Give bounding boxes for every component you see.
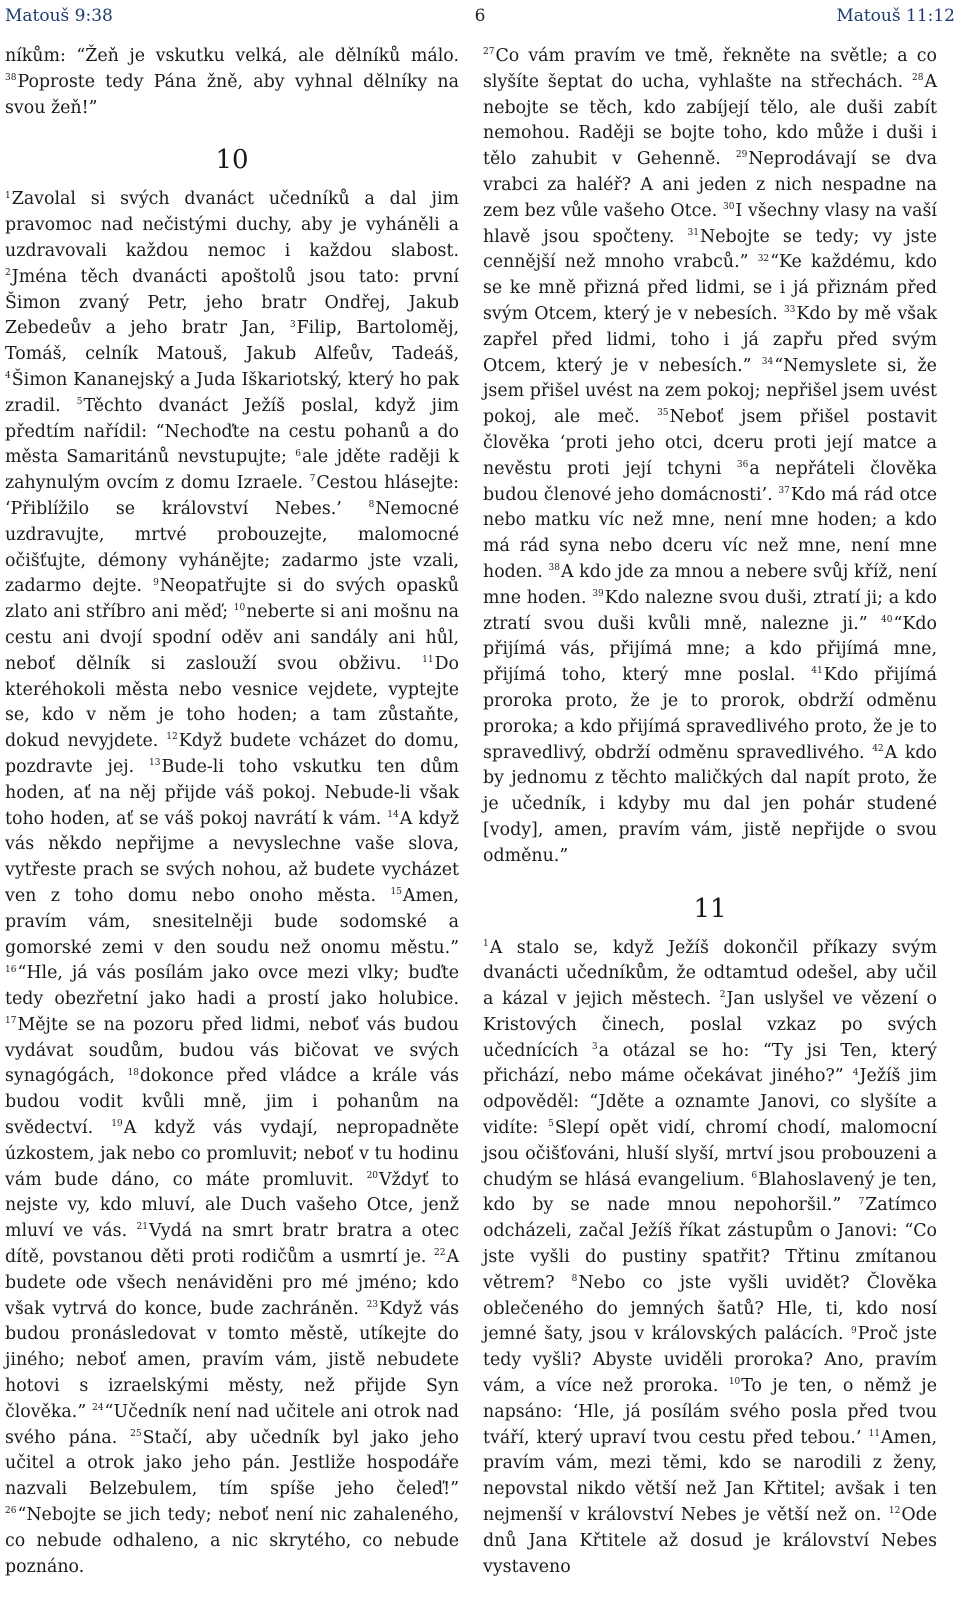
verse-text: neberte si ani mošnu na cestu ani dvojí spodní oděv ani sandály ani hůl, neboť dělník si zaslouží svou obživu. bbox=[5, 602, 460, 674]
verse-number: 34 bbox=[761, 356, 774, 367]
scripture-paragraph bbox=[483, 44, 937, 870]
verse-number: 32 bbox=[757, 253, 770, 264]
verse-number: 7 bbox=[309, 474, 316, 485]
verse-number: 7 bbox=[858, 1196, 865, 1207]
verse-number: 1 bbox=[483, 938, 489, 949]
verse-text: Kdo přijímá proroka proto, že je to prorok, obdrží odměnu proroka; a kdo přijímá spravedlivého proto, že je to spravedlivý, obdrží odměnu spravedlivého. bbox=[483, 665, 937, 763]
verse-text: Vždyť to nejste vy, kdo mluví, ale Duch vašeho Otce, jenž mluví ve vás. bbox=[5, 1169, 459, 1242]
verse-text: “Učedník není nad učitele ani otrok nad svého pána. bbox=[5, 1401, 459, 1448]
verse-number: 38 bbox=[5, 73, 17, 83]
verse-text: To je ten, o němž je napsáno: ‘Hle, já posílám svého posla před tvou tváří, který upraví tvou cestu před tebou.’ bbox=[483, 1376, 937, 1448]
page-number: 6 bbox=[474, 6, 486, 26]
verse-text: Když budete vcházet do domu, pozdravte jej. bbox=[5, 731, 459, 777]
header-left-reference: Matouš 9:38 bbox=[5, 6, 113, 26]
verse-text: Filip, Bartoloměj, Tomáš, celník Matouš, Jakub Alfeův, Tadeáš, bbox=[5, 318, 459, 365]
verse-text: “Kdo přijímá vás, přijímá mne; a kdo přijímá mne, přijímá toho, který mne poslal. bbox=[483, 613, 937, 686]
verse-text: “Nebojte se jich tedy; neboť není nic zahaleného, co nebude odhaleno, a nic skrytého, co nebude poznáno. bbox=[5, 1505, 459, 1577]
verse-text: Šimon Kananejský a Juda Iškariotský, který ho pak zradil. bbox=[5, 369, 459, 416]
verse-number: 15 bbox=[390, 887, 402, 898]
verse-number: 6 bbox=[751, 1170, 758, 1181]
verse-number: 13 bbox=[149, 758, 161, 769]
verse-text: A nebojte se těch, kdo zabíjejí tělo, ale duši zabít nemohou. Raději se bojte toho, kdo může i duši i tělo zahubit v Gehenně. bbox=[483, 71, 937, 170]
verse-number: 41 bbox=[811, 666, 823, 677]
verse-text: Poproste tedy Pána žně, aby vyhnal dělníky na svou žeň!” bbox=[5, 71, 459, 118]
verse-text: “Nemyslete si, že jsem přišel uvést na zem pokoj; nepřišel jsem uvést pokoj, ale meč. bbox=[483, 355, 937, 428]
header-right-reference: Matouš 11:12 bbox=[836, 6, 955, 26]
scripture-paragraph bbox=[483, 936, 937, 1581]
left-text-column bbox=[5, 44, 459, 1580]
verse-text: Stačí, aby učedník byl jako jeho učitel a otrok jako jeho pán. Jestliže hospodáře nazvali Belzebulem, tím spíše jeho čeleď!” bbox=[5, 1427, 459, 1500]
verse-text: Amen, pravím vám, snesitelněji bude sodomské a gomorské zemi v den soudu než onomu městu.” bbox=[5, 885, 459, 958]
verse-number: 11 bbox=[422, 654, 434, 665]
verse-text: Nemocné uzdravujte, mrtvé probouzejte, malomocné očišťujte, démony vyhánějte; zadarmo jste vzali, zadarmo dejte. bbox=[5, 498, 459, 597]
verse-text: A stalo se, když Ježíš dokončil příkazy svým dvanácti učedníkům, že odtamtud odešel, aby učil a kázal v jejich městech. bbox=[483, 937, 937, 1010]
verse-number: 42 bbox=[872, 743, 884, 754]
verse-number: 21 bbox=[136, 1222, 148, 1233]
verse-number: 16 bbox=[5, 964, 17, 975]
right-text-column bbox=[483, 44, 937, 1580]
verse-text: Cestou hlásejte: ‘Přiblížilo se království Nebes.’ bbox=[5, 473, 459, 519]
verse-text: Do kteréhokoli města nebo vesnice vejdete, vyptejte se, kdo v něm je toho hoden; a tam zůstaňte, dokud nevyjdete. bbox=[5, 653, 459, 752]
verse-number: 1 bbox=[5, 190, 11, 201]
chapter-heading: 10 bbox=[215, 145, 249, 176]
verse-number: 3 bbox=[289, 319, 296, 330]
verse-text: Nebo co jste vyšli uvidět? Člověka oblečeného do jemných šatů? Hle, ti, kdo nosí jemné šaty, jsou v královských palácích. bbox=[483, 1272, 937, 1345]
verse-number: 10 bbox=[728, 1377, 741, 1388]
verse-text: Zatímco odcházeli, začal Ježíš říkat zástupům o Janovi: “Co jste vyšli do pustiny spatřit? Třtinu zmítanou větrem? bbox=[483, 1195, 937, 1293]
verse-text: Bude-li toho vskutku ten dům hoden, ať na něj přijde váš pokoj. Nebude-li však toho hoden, ať se váš pokoj navrátí k vám. bbox=[5, 756, 460, 829]
verse-text: Těchto dvanáct Ježíš poslal, když jim předtím nařídil: “Nechoďte na cestu pohanů a do města Samaritánů nevstupujte; bbox=[5, 395, 460, 468]
verse-number: 36 bbox=[736, 459, 749, 470]
verse-text: A když vás vydají, nepropadněte úzkostem, jak nebo co promluvit; neboť v tu hodinu vám bude dáno, co máte promluvit. bbox=[5, 1118, 460, 1190]
verse-number: 14 bbox=[387, 809, 399, 820]
verse-text: Neprodávají se dva vrabci za haléř? A ani jeden z nich nespadne na zem bez vůle vašeho Otce. bbox=[483, 149, 938, 221]
verse-text: ale jděte raději k zahynulým ovcím z domu Izraele. bbox=[5, 447, 460, 494]
verse-text: A kdo by jednomu z těchto maličkých dal napít proto, že je učedník, i kdyby mu dal jen pohár studené [vody], amen, pravím vám, jistě nepřijde o svou odměnu.” bbox=[483, 742, 937, 866]
verse-number: 9 bbox=[850, 1325, 857, 1336]
verse-text: Slepí opět vidí, chromí chodí, malomocní jsou očišťováni, hluší slyší, mrtví jsou probouzeni a chudým se hlásá evangelium. bbox=[483, 1118, 937, 1190]
verse-number: 37 bbox=[778, 485, 790, 496]
verse-number: 6 bbox=[295, 448, 301, 459]
page-header bbox=[5, 6, 955, 28]
verse-number: 12 bbox=[888, 1506, 901, 1517]
verse-number: 28 bbox=[911, 73, 924, 83]
verse-number: 4 bbox=[5, 371, 11, 382]
verse-text: A když vás někdo nepřijme a nevyslechne vaše slova, vytřeste prach se svých nohou, až budete vycházet ven z toho domu nebo onoho města. bbox=[5, 808, 459, 906]
verse-text: níkům: “Žeň je vskutku velká, ale dělníků málo. bbox=[5, 46, 459, 66]
verse-number: 8 bbox=[571, 1274, 578, 1285]
verse-text: Kdo nalezne svou duši, ztratí ji; a kdo ztratí svou duši kvůli mně, nalezne ji.” bbox=[483, 587, 937, 634]
verse-number: 4 bbox=[852, 1067, 859, 1078]
verse-number: 3 bbox=[591, 1041, 598, 1052]
verse-text: Co vám pravím ve tmě, řekněte na světle; a co slyšíte šeptat do ucha, vyhlašte na střechách. bbox=[483, 46, 937, 92]
verse-text: A budete ode všech nenáviděni pro mé jméno; kdo však vytrvá do konce, bude zachráněn. bbox=[5, 1247, 459, 1319]
verse-number: 9 bbox=[153, 577, 159, 588]
verse-number: 10 bbox=[233, 603, 246, 614]
verse-text: Kdo by mě však zapřel před lidmi, toho i já zapřu před svým Otcem, který je v nebesích.” bbox=[483, 303, 937, 376]
verse-number: 40 bbox=[881, 614, 893, 625]
verse-text: Když vás budou pronásledovat v tomto městě, utíkejte do jiného; neboť amen, pravím vám, jistě nebudete hotovi s izraelskými městy, než přijde Syn člověka.” bbox=[5, 1298, 459, 1422]
verse-number: 26 bbox=[5, 1506, 17, 1517]
verse-text: a otázal se ho: “Ty jsi Ten, který přichází, nebo máme očekávat jiného?” bbox=[483, 1040, 937, 1087]
verse-number: 23 bbox=[366, 1299, 379, 1310]
verse-number: 5 bbox=[548, 1119, 554, 1130]
verse-number: 19 bbox=[111, 1119, 123, 1130]
verse-number: 29 bbox=[735, 150, 748, 161]
verse-number: 35 bbox=[657, 408, 669, 419]
verse-number: 22 bbox=[433, 1248, 446, 1259]
verse-text: A kdo jde za mnou a nebere svůj kříž, není mne hoden. bbox=[483, 561, 937, 608]
verse-number: 39 bbox=[592, 588, 604, 599]
verse-text: Neboť jsem přišel postavit člověka ‘proti jeho otci, dceru proti její matce a nevěstu proti její tchyni bbox=[483, 407, 938, 479]
verse-text: Zavolal si svých dvanáct učedníků a dal jim pravomoc nad nečistými duchy, aby je vyháněli a uzdravovali každou nemoc i každou slabost. bbox=[5, 189, 459, 261]
verse-number: 17 bbox=[5, 1016, 17, 1027]
verse-number: 20 bbox=[366, 1170, 379, 1181]
verse-number: 27 bbox=[483, 47, 495, 58]
verse-number: 31 bbox=[687, 227, 699, 238]
verse-text: Nebojte se tedy; vy jste cennější než mnoho vrabců.” bbox=[483, 226, 937, 273]
verse-text: dokonce před vládce a krále vás budou vodit kvůli mně, jim i pohanům na svědectví. bbox=[5, 1066, 459, 1139]
verse-text: Amen, pravím vám, mezi těmi, kdo se narodili z ženy, nepovstal nikdo větší než Jan Křtitel; avšak i ten nejmenší v království Nebes je větší než on. bbox=[483, 1427, 937, 1526]
verse-text: Jan uslyšel ve vězení o Kristových činech, poslal vzkaz po svých učednících bbox=[483, 989, 937, 1061]
verse-number: 18 bbox=[127, 1067, 139, 1078]
verse-number: 8 bbox=[368, 500, 375, 511]
verse-text: “Ke každému, kdo se ke mně přizná před lidmi, se i já přiznám před svým Otcem, který je v nebesích. bbox=[483, 252, 937, 324]
verse-number: 2 bbox=[5, 267, 11, 278]
verse-text: Blahoslavený je ten, kdo by se nade mnou nepohoršil.” bbox=[483, 1169, 937, 1216]
verse-number: 2 bbox=[719, 990, 726, 1001]
verse-number: 30 bbox=[722, 201, 735, 212]
verse-number: 11 bbox=[868, 1428, 880, 1439]
scripture-paragraph bbox=[5, 44, 459, 121]
verse-text: a nepřáteli člověka budou členové jeho domácnosti’. bbox=[483, 458, 937, 505]
verse-number: 12 bbox=[166, 732, 178, 743]
scripture-paragraph bbox=[5, 187, 459, 1580]
verse-text: Ježíš jim odpověděl: “Jděte a oznamte Janovi, co slyšíte a vidíte: bbox=[483, 1066, 937, 1139]
verse-text: Mějte se na pozoru před lidmi, neboť vás budou vydávat soudům, budou vás bičovat ve svých synagógách, bbox=[5, 1014, 459, 1087]
chapter-heading: 11 bbox=[693, 893, 727, 924]
verse-text: Jména těch dvanácti apoštolů jsou tato: první Šimon zvaný Petr, jeho bratr Ondřej, Jakub Zebedeův a jeho bratr Jan, bbox=[5, 266, 459, 339]
verse-number: 25 bbox=[130, 1428, 142, 1439]
verse-number: 33 bbox=[783, 305, 796, 316]
verse-number: 24 bbox=[92, 1403, 104, 1414]
verse-text: Vydá na smrt bratr bratra a otec dítě, povstanou děti proti rodičům a usmrtí je. bbox=[5, 1221, 459, 1268]
verse-number: 5 bbox=[76, 396, 83, 407]
verse-number: 38 bbox=[548, 563, 560, 574]
verse-text: Proč jste tedy vyšli? Abyste uviděli proroka? Ano, pravím vám, a více než proroka. bbox=[483, 1324, 937, 1397]
verse-text: “Hle, já vás posílám jako ovce mezi vlky; buďte tedy obezřetní jako hadi a prostí jako holubice. bbox=[5, 963, 459, 1010]
verse-text: Neopatřujte si do svých opasků zlato ani stříbro ani měď; bbox=[5, 576, 459, 623]
verse-text: I všechny vlasy na vaší hlavě jsou spočteny. bbox=[483, 200, 937, 247]
verse-text: Ode dnů Jana Křtitele až dosud je království Nebes vystaveno bbox=[483, 1505, 937, 1577]
verse-text: Kdo má rád otce nebo matku víc než mne, není mne hoden; a kdo má rád syna nebo dceru víc než mne, není mne hoden. bbox=[483, 484, 937, 582]
